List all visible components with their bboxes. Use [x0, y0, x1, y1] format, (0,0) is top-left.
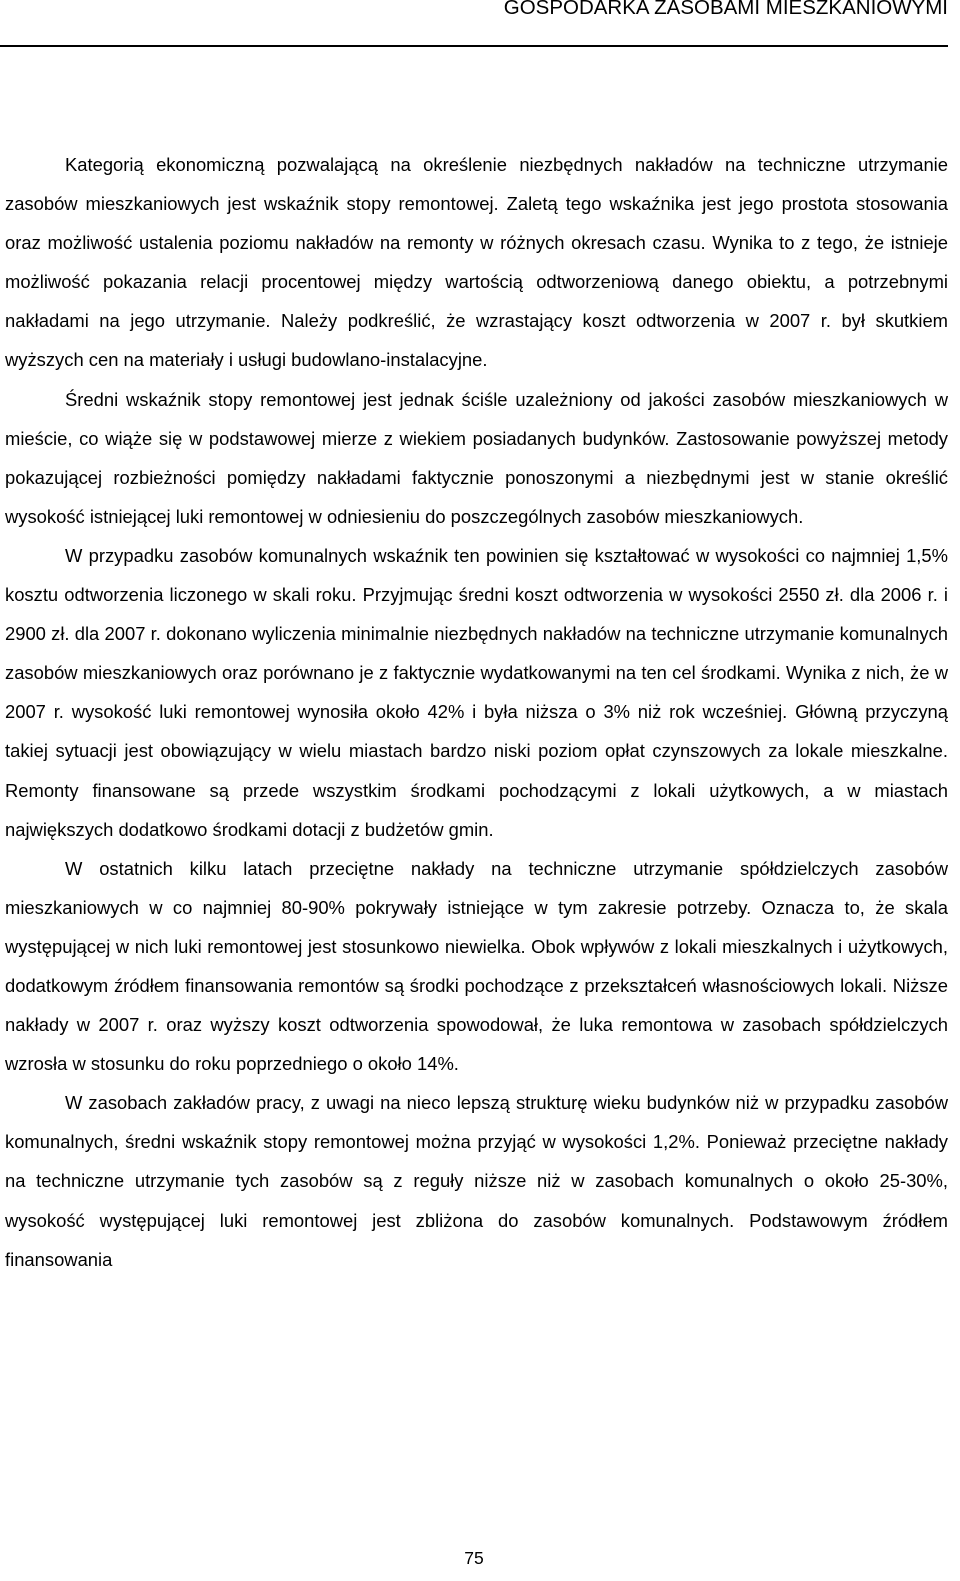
page-number: 75	[464, 1548, 484, 1568]
paragraph-1: Kategorią ekonomiczną pozwalającą na określenie niezbędnych nakładów na techniczne utrzymanie zasobów mieszkaniowych jest wskaźnik stopy remontowej. Zaletą tego wskaźnika jest jego prostota stosowania oraz możliwość ustalenia poziomu nakładów na remonty w różnych okresach czasu. Wynika to z tego, że istnieje możliwość pokazania relacji procentowej między wartością odtworzeniową danego obiektu, a potrzebnymi nakładami na jego utrzymanie. Należy podkreślić, że wzrastający koszt odtworzenia w 2007 r. był skutkiem wyższych cen na materiały i usługi budowlano-instalacyjne.	[5, 154, 948, 371]
paragraph-3: W przypadku zasobów komunalnych wskaźnik ten powinien się kształtować w wysokości co najmniej 1,5% kosztu odtworzenia liczonego w skali roku. Przyjmując średni koszt odtworzenia w wysokości 2550 zł. dla 2006 r. i 2900 zł. dla 2007 r. dokonano wyliczenia minimalnie niezbędnych nakładów na techniczne utrzymanie komunalnych zasobów mieszkaniowych oraz porównano je z faktycznie wydatkowanymi na ten cel środkami. Wynika z nich, że w 2007 r. wysokość luki remontowej wynosiła około 42% i była niższa o 3% niż rok wcześniej. Główną przyczyną takiej sytuacji jest obowiązujący w wielu miastach bardzo niski poziom opłat czynszowych za lokale mieszkalne. Remonty finansowane są przede wszystkim środkami pochodzącymi z lokali użytkowych, a w miastach największych dodatkowo środkami dotacji z budżetów gmin.	[5, 544, 948, 840]
body-text	[5, 145, 948, 1279]
header-title: GOSPODARKA ZASOBAMI MIESZKANIOWYMI	[503, 0, 948, 19]
page-footer	[0, 1548, 948, 1569]
paragraph-5: W zasobach zakładów pracy, z uwagi na nieco lepszą strukturę wieku budynków niż w przypadku zasobów komunalnych, średni wskaźnik stopy remontowej można przyjąć w wysokości 1,2%. Ponieważ przeciętne nakłady na techniczne utrzymanie tych zasobów są z reguły niższe niż w zasobach komunalnych o około 25-30%, wysokość występującej luki remontowej jest zbliżona do zasobów komunalnych. Podstawowym źródłem finansowania	[5, 1092, 948, 1270]
paragraph-4: W ostatnich kilku latach przeciętne nakłady na techniczne utrzymanie spółdzielczych zasobów mieszkaniowych w co najmniej 80-90% pokrywały istniejące w tym zakresie potrzeby. Oznacza to, że skala występującej w nich luki remontowej jest stosunkowo niewielka. Obok wpływów z lokali mieszkalnych i użytkowych, dodatkowym źródłem finansowania remontów są środki pochodzące z przekształceń własnościowych lokali. Niższe nakłady w 2007 r. oraz wyższy koszt odtworzenia spowodował, że luka remontowa w zasobach spółdzielczych wzrosła w stosunku do roku poprzedniego o około 14%.	[5, 857, 948, 1075]
paragraph-2: Średni wskaźnik stopy remontowej jest jednak ściśle uzależniony od jakości zasobów mieszkaniowych w mieście, co wiąże się w podstawowej mierze z wiekiem posiadanych budynków. Zastosowanie powyższej metody pokazującej rozbieżności pomiędzy nakładami faktycznie ponoszonymi a niezbędnymi jest w stanie określić wysokość istniejącej luki remontowej w odniesieniu do poszczególnych zasobów mieszkaniowych.	[5, 388, 948, 527]
running-header	[0, 0, 948, 47]
